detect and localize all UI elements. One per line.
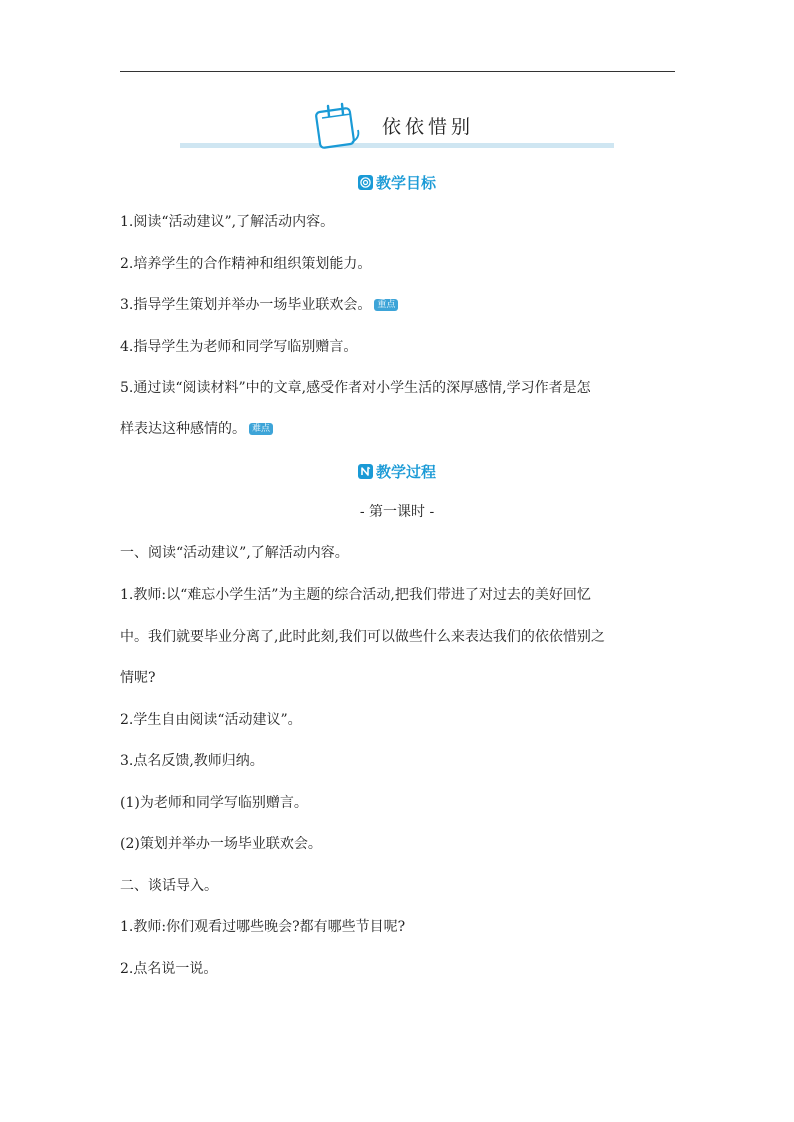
body-line: 1.教师:以“难忘小学生活”为主题的综合活动,把我们带进了对过去的美好回忆 — [120, 587, 591, 603]
body-line: 1.教师:你们观看过哪些晚会?都有哪些节目呢? — [120, 919, 406, 935]
goal-item-5 — [120, 378, 591, 398]
title-block — [180, 102, 614, 152]
body-line: 二、谈话导入。 — [120, 878, 218, 894]
lesson-label: - 第一课时 - — [359, 504, 435, 520]
body-line: (1)为老师和同学写临别赠言。 — [120, 795, 308, 811]
section-heading-label: 教学目标 — [375, 174, 436, 192]
body-line: 一、阅读“活动建议”,了解活动内容。 — [120, 545, 349, 561]
target-icon — [358, 175, 373, 190]
section-heading-goals — [0, 172, 794, 194]
goal-item-5-continued — [120, 419, 273, 439]
section-heading-label: 教学过程 — [375, 463, 436, 481]
body-line: 3.点名反馈,教师归纳。 — [120, 753, 264, 769]
goal-text: 4.指导学生为老师和同学写临别赠言。 — [120, 339, 358, 355]
goal-text: 3.指导学生策划并举办一场毕业联欢会。 — [120, 297, 372, 313]
goal-text: 1.阅读“活动建议”,了解活动内容。 — [120, 214, 335, 230]
goal-item-3 — [120, 295, 398, 315]
body-line: (2)策划并举办一场毕业联欢会。 — [120, 836, 322, 852]
goal-item-4 — [120, 337, 357, 357]
calendar-icon — [314, 102, 366, 150]
section-heading-process — [0, 461, 794, 483]
body-line: 2.点名说一说。 — [120, 961, 218, 977]
page-title: 依依惜别 — [382, 116, 475, 138]
body-line: 2.学生自由阅读“活动建议”。 — [120, 712, 302, 728]
goal-text: 2.培养学生的合作精神和组织策划能力。 — [120, 256, 372, 272]
goal-item-1 — [120, 212, 334, 232]
goal-item-2 — [120, 254, 371, 274]
body-line: 中。我们就要毕业分离了,此时此刻,我们可以做些什么来表达我们的依依惜别之 — [120, 629, 605, 645]
body-line: 情呢? — [120, 670, 156, 686]
key-point-badge: 重点 — [374, 299, 398, 311]
goal-text: 5.通过读“阅读材料”中的文章,感受作者对小学生活的深厚感情,学习作者是怎 — [120, 380, 591, 396]
title-underline-bar — [180, 143, 614, 148]
goal-text: 样表达这种感情的。 — [120, 421, 246, 437]
difficulty-badge: 难点 — [249, 423, 273, 435]
header-rule — [120, 71, 675, 72]
process-icon — [358, 464, 373, 479]
